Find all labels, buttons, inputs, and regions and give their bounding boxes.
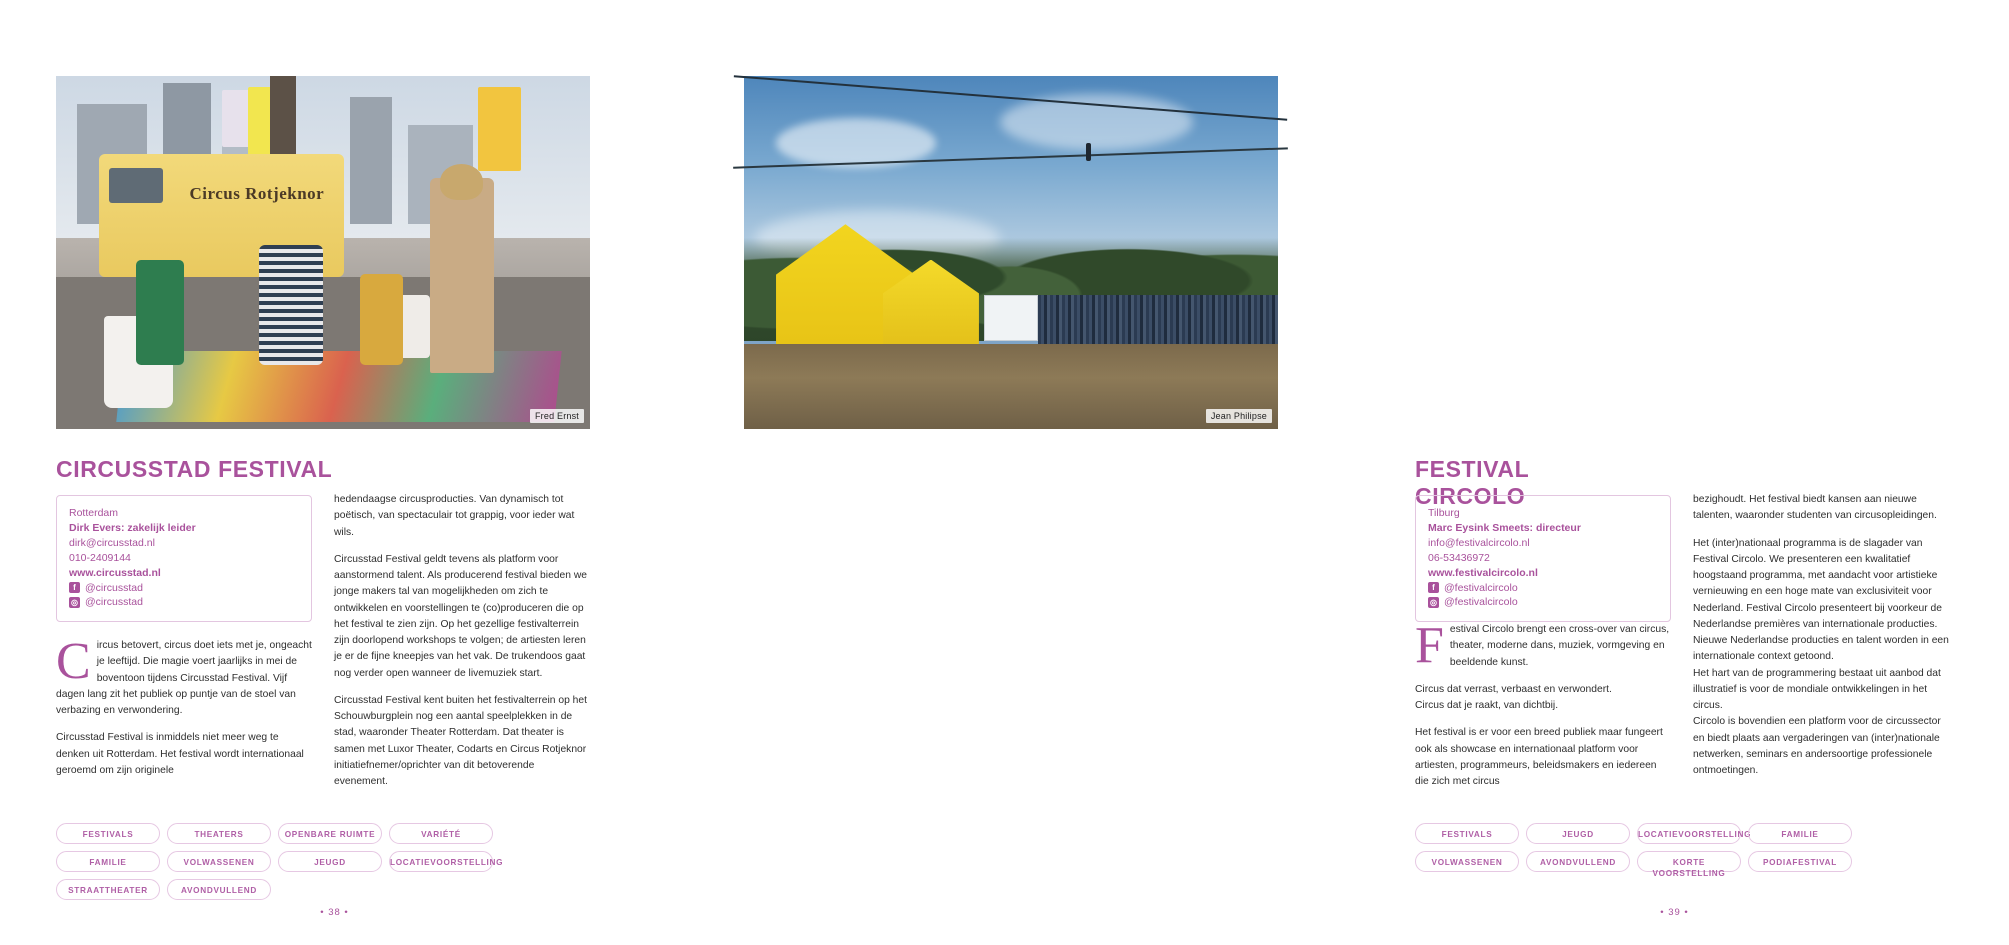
tag[interactable]: FAMILIE: [1748, 823, 1852, 844]
facebook-handle: @circusstad: [85, 581, 143, 594]
body-column-1: [56, 633, 312, 779]
tag[interactable]: VOLWASSENEN: [167, 851, 271, 872]
tag[interactable]: VARIÉTÉ: [389, 823, 493, 844]
instagram-handle: @circusstad: [85, 596, 143, 609]
paragraph: Het (inter)nationaal programma is de slagader van Festival Circolo. We presenteren een kwalitatief hoogstaand programma, met aandacht voor artistieke vernieuwing en een hoge mate van exclusiviteit voor Nederland. Festival Circolo presenteert bij voorkeur de Nederlandse premières van internationale producties. Nieuwe Nederlandse producties en talent worden in een internationale context getoond.: [1693, 537, 1949, 663]
photo-circolo: [744, 76, 1278, 429]
contact-city: Tilburg: [1428, 507, 1460, 519]
body-column-1: [1415, 617, 1671, 790]
child-figure: [136, 260, 184, 366]
adult-hair: [440, 164, 483, 199]
instagram-row[interactable]: [69, 595, 299, 610]
tag[interactable]: VOLWASSENEN: [1415, 851, 1519, 872]
cloud: [1000, 94, 1192, 150]
paragraph: Circolo is bovendien een platform voor de circussector en biedt plaats aan vergaderingen van (inter)nationale netwerken, seminars en andersoortige professionele ontmoetingen.: [1693, 716, 1941, 777]
adult-figure: [430, 178, 494, 372]
tag[interactable]: JEUGD: [278, 851, 382, 872]
contact-person: Dirk Evers: zakelijk leider: [69, 521, 196, 534]
van-window: [109, 168, 162, 203]
tag-list-left: [56, 823, 592, 900]
page-title: CIRCUSSTAD FESTIVAL: [56, 456, 333, 482]
paragraph-text: estival Circolo brengt een cross-over van circus, theater, moderne dans, muziek, vormgeving en beeldende kunst.: [1449, 624, 1670, 668]
facebook-icon: f: [1428, 582, 1439, 593]
tag[interactable]: FAMILIE: [56, 851, 160, 872]
photo-credit: Jean Philipse: [1206, 409, 1272, 423]
van-lettering: Circus Rotjeknor: [189, 184, 325, 204]
body-column-2: [334, 492, 590, 791]
paragraph: Circusstad Festival geldt tevens als platform voor aanstormend talent. Als producerend festival bieden we jonge makers tal van mogelijkheden om zich te ontwikkelen en voorstellingen te (co)produceren die op het festival te zien zijn. Op het gezellige festivalterrein zijn doorlopend workshops te volgen; de artiesten leren je er de fijne kneepjes van het vak. De trukendoos gaat nog verder open wanneer de livemuziek start.: [334, 553, 588, 679]
paragraph: Circus dat je raakt, van dichtbij.: [1415, 700, 1559, 712]
tag[interactable]: STRAATTHEATER: [56, 879, 160, 900]
building: [350, 97, 393, 224]
photo-circolo-artwork: [744, 76, 1278, 429]
facebook-row[interactable]: [69, 581, 299, 596]
contact-email[interactable]: dirk@circusstad.nl: [69, 536, 155, 549]
paragraph: Circus dat verrast, verbaast en verwondert.: [1415, 683, 1612, 695]
contact-email[interactable]: info@festivalcircolo.nl: [1428, 536, 1530, 549]
photo-credit: Fred Ernst: [530, 409, 584, 423]
tag[interactable]: THEATERS: [167, 823, 271, 844]
paragraph: Circusstad Festival kent buiten het festivalterrein op het Schouwburgplein nog een aantal speelplekken in de stad, waaronder Theater Rotterdam. Dat theater is samen met Luxor Theater, Codarts en Circus Rotjeknor initiatiefnemer/oprichter van dit betoverende evenement.: [334, 694, 587, 788]
paragraph: hedendaagse circusproducties. Van dynamisch tot poëtisch, van spectaculair tot grappig, voor ieder wat wils.: [334, 494, 575, 538]
page-title: FESTIVAL CIRCOLO: [1415, 456, 1529, 509]
tag[interactable]: LOCATIEVOORSTELLING: [389, 851, 493, 872]
contact-box: [56, 495, 312, 622]
page-number-right: • 39 •: [1660, 907, 1689, 918]
contact-person: Marc Eysink Smeets: directeur: [1428, 521, 1581, 534]
contact-phone: 06-53436972: [1428, 551, 1490, 564]
photo-circusstad: [56, 76, 590, 429]
page-left: [0, 0, 669, 945]
tag[interactable]: AVONDVULLEND: [1526, 851, 1630, 872]
crowd: [1038, 295, 1278, 351]
instagram-row[interactable]: [1428, 595, 1658, 610]
page-number-left: • 38 •: [320, 907, 349, 918]
child-figure: [360, 274, 403, 366]
tag[interactable]: FESTIVALS: [1415, 823, 1519, 844]
contact-website[interactable]: www.circusstad.nl: [69, 566, 161, 579]
instagram-icon: ◎: [69, 597, 80, 608]
tag[interactable]: OPENBARE RUIMTE: [278, 823, 382, 844]
paragraph: [56, 633, 312, 719]
page-right: [670, 0, 1949, 945]
paragraph: Het hart van de programmering bestaat uit aanbod dat illustratief is voor de mondiale ontwikkelingen in het circus.: [1693, 667, 1941, 712]
tightrope-walker: [1086, 143, 1091, 161]
field-ground: [744, 344, 1278, 429]
photo-circusstad-artwork: [56, 76, 590, 429]
tag[interactable]: LOCATIEVOORSTELLING: [1637, 823, 1741, 844]
body-column-2: [1693, 492, 1951, 780]
contact-city: Rotterdam: [69, 507, 119, 519]
drop-cap: C: [56, 633, 91, 690]
contact-website[interactable]: www.festivalcircolo.nl: [1428, 566, 1538, 579]
tag-list-right: [1415, 823, 1953, 878]
paragraph: [1415, 617, 1671, 674]
instagram-handle: @festivalcircolo: [1444, 596, 1518, 609]
performer-figure: [259, 245, 323, 365]
tag[interactable]: PODIAFESTIVAL: [1748, 851, 1852, 872]
instagram-icon: ◎: [1428, 597, 1439, 608]
paragraph: Circusstad Festival is inmiddels niet meer weg te denken uit Rotterdam. Het festival wordt internationaal geroemd om zijn originele: [56, 732, 304, 776]
facebook-icon: f: [69, 582, 80, 593]
contact-phone: 010-2409144: [69, 551, 131, 564]
banner-flag: [478, 87, 521, 172]
paragraph: bezighoudt. Het festival biedt kansen aan nieuwe talenten, waaronder studenten van circusopleidingen.: [1693, 494, 1937, 522]
tag[interactable]: AVONDVULLEND: [167, 879, 271, 900]
facebook-handle: @festivalcircolo: [1444, 581, 1518, 594]
paragraph-text: ircus betovert, circus doet iets met je, ongeacht je leeftijd. Die magie voert jaarlijks in mei de boventoon tijdens Circusstad Festival. Vijf dagen lang zit het publiek op puntje van de stoel van verbazing en verwondering.: [56, 640, 312, 717]
tag[interactable]: FESTIVALS: [56, 823, 160, 844]
ticket-booth: [984, 295, 1037, 341]
drop-cap: F: [1415, 617, 1444, 674]
tag[interactable]: JEUGD: [1526, 823, 1630, 844]
paragraph: Het festival is er voor een breed publiek maar fungeert ook als showcase en internationaal platform voor artiesten, programmeurs, beleidsmakers en iedereen die zich met circus: [1415, 727, 1663, 788]
tag[interactable]: KORTE VOORSTELLING: [1637, 851, 1741, 872]
facebook-row[interactable]: [1428, 581, 1658, 596]
contact-box: [1415, 495, 1671, 622]
